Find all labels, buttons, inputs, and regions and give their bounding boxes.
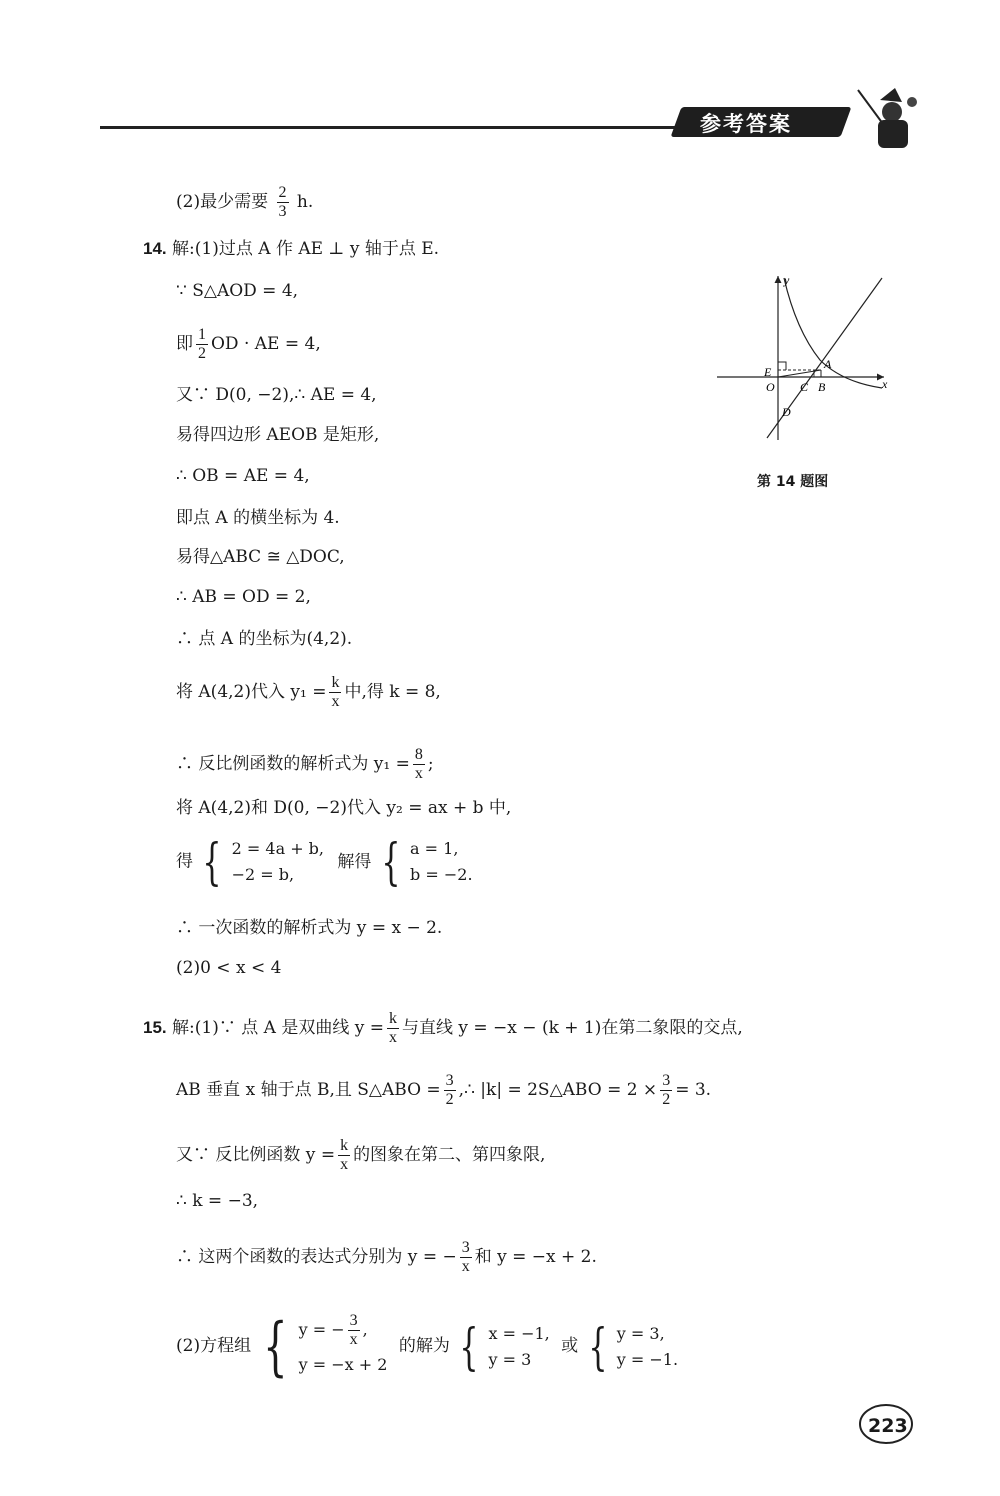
label-b: B <box>818 380 826 394</box>
q14-line-8: 易得△ABC ≅ △DOC, <box>176 547 345 567</box>
q14-line-15: ∴ 一次函数的解析式为 y = x − 2. <box>176 918 443 938</box>
page-number: 223 <box>868 1415 908 1437</box>
label-c: C <box>800 380 809 394</box>
q14-line-1: 14. 解:(1)过点 A 作 AE ⊥ y 轴于点 E. <box>143 239 440 259</box>
figure-caption: 第 14 题图 <box>757 474 829 490</box>
q14-line-10: ∴ 点 A 的坐标为(4,2). <box>176 629 353 649</box>
q14-line-6: ∴ OB = AE = 4, <box>176 466 310 486</box>
q14-line-9: ∴ AB = OD = 2, <box>176 587 311 607</box>
q15-line-5: ∴ 这两个函数的表达式分别为 y = − $\frac{3}{x}$ 和 y = −x + 2. <box>176 1239 597 1275</box>
q14-line-11: 将 A(4,2)代入 y₁ = $\frac{k}{x}$ 中,得 k = 8, <box>176 674 441 710</box>
right-angle-e <box>778 362 786 370</box>
q14-line-12: ∴ 反比例函数的解析式为 y₁ = $\frac{8}{x}$ ; <box>176 746 434 782</box>
q14-line-4: 又∵ D(0, −2),∴ AE = 4, <box>176 385 377 405</box>
q14-line-7: 即点 A 的横坐标为 4. <box>176 508 340 528</box>
header-rule <box>100 126 700 129</box>
fraction: $\frac{2}{3}$ <box>278 184 287 220</box>
label-x: x <box>882 377 888 391</box>
mascot-icon <box>850 80 930 160</box>
q14-figure <box>712 270 892 445</box>
label-e: E <box>764 365 772 379</box>
q15-line-4: ∴ k = −3, <box>176 1191 259 1211</box>
q14-line-3: 即 $\frac{1}{2}$ OD · AE = 4, <box>176 326 321 362</box>
q15-line-6: (2)方程组 { y = − $\frac{3}{x}$ , y = −x + 2 的解为 { x = −1, y = 3 或 { y = 3, y = −1. <box>176 1309 679 1384</box>
q14-line-14: 得 { 2 = 4a + b, −2 = b, 解得 { a = 1, b = −2. <box>176 833 473 891</box>
q15-line-1: 15. 解:(1)∵ 点 A 是双曲线 y = $\frac{k}{x}$ 与直线 y = −x − (k + 1)在第二象限的交点, <box>143 1010 743 1046</box>
label-a: A <box>824 357 832 371</box>
q15-line-3: 又∵ 反比例函数 y = $\frac{k}{x}$ 的图象在第二、第四象限, <box>176 1137 546 1173</box>
q14-line-5: 易得四边形 AEOB 是矩形, <box>176 425 380 445</box>
hyperbola <box>784 278 882 388</box>
label-o: O <box>766 380 775 394</box>
label-y: y <box>784 273 790 287</box>
q14-line-16: (2)0 < x < 4 <box>176 958 282 978</box>
header-banner-text: 参考答案 <box>700 112 792 136</box>
oa-segment <box>778 370 821 377</box>
label-d: D <box>782 405 791 419</box>
q14-line-13: 将 A(4,2)和 D(0, −2)代入 y₂ = ax + b 中, <box>176 798 512 818</box>
q14-line-2: ∵ S△AOD = 4, <box>176 281 299 301</box>
q15-line-2: AB 垂直 x 轴于点 B,且 S△ABO = $\frac{3}{2}$ ,∴ |k| = 2S△ABO = 2 × $\frac{3}{2}$ = 3. <box>176 1072 712 1108</box>
q13-line: (2)最少需要 $\frac{2}{3}$ h. <box>176 184 314 220</box>
